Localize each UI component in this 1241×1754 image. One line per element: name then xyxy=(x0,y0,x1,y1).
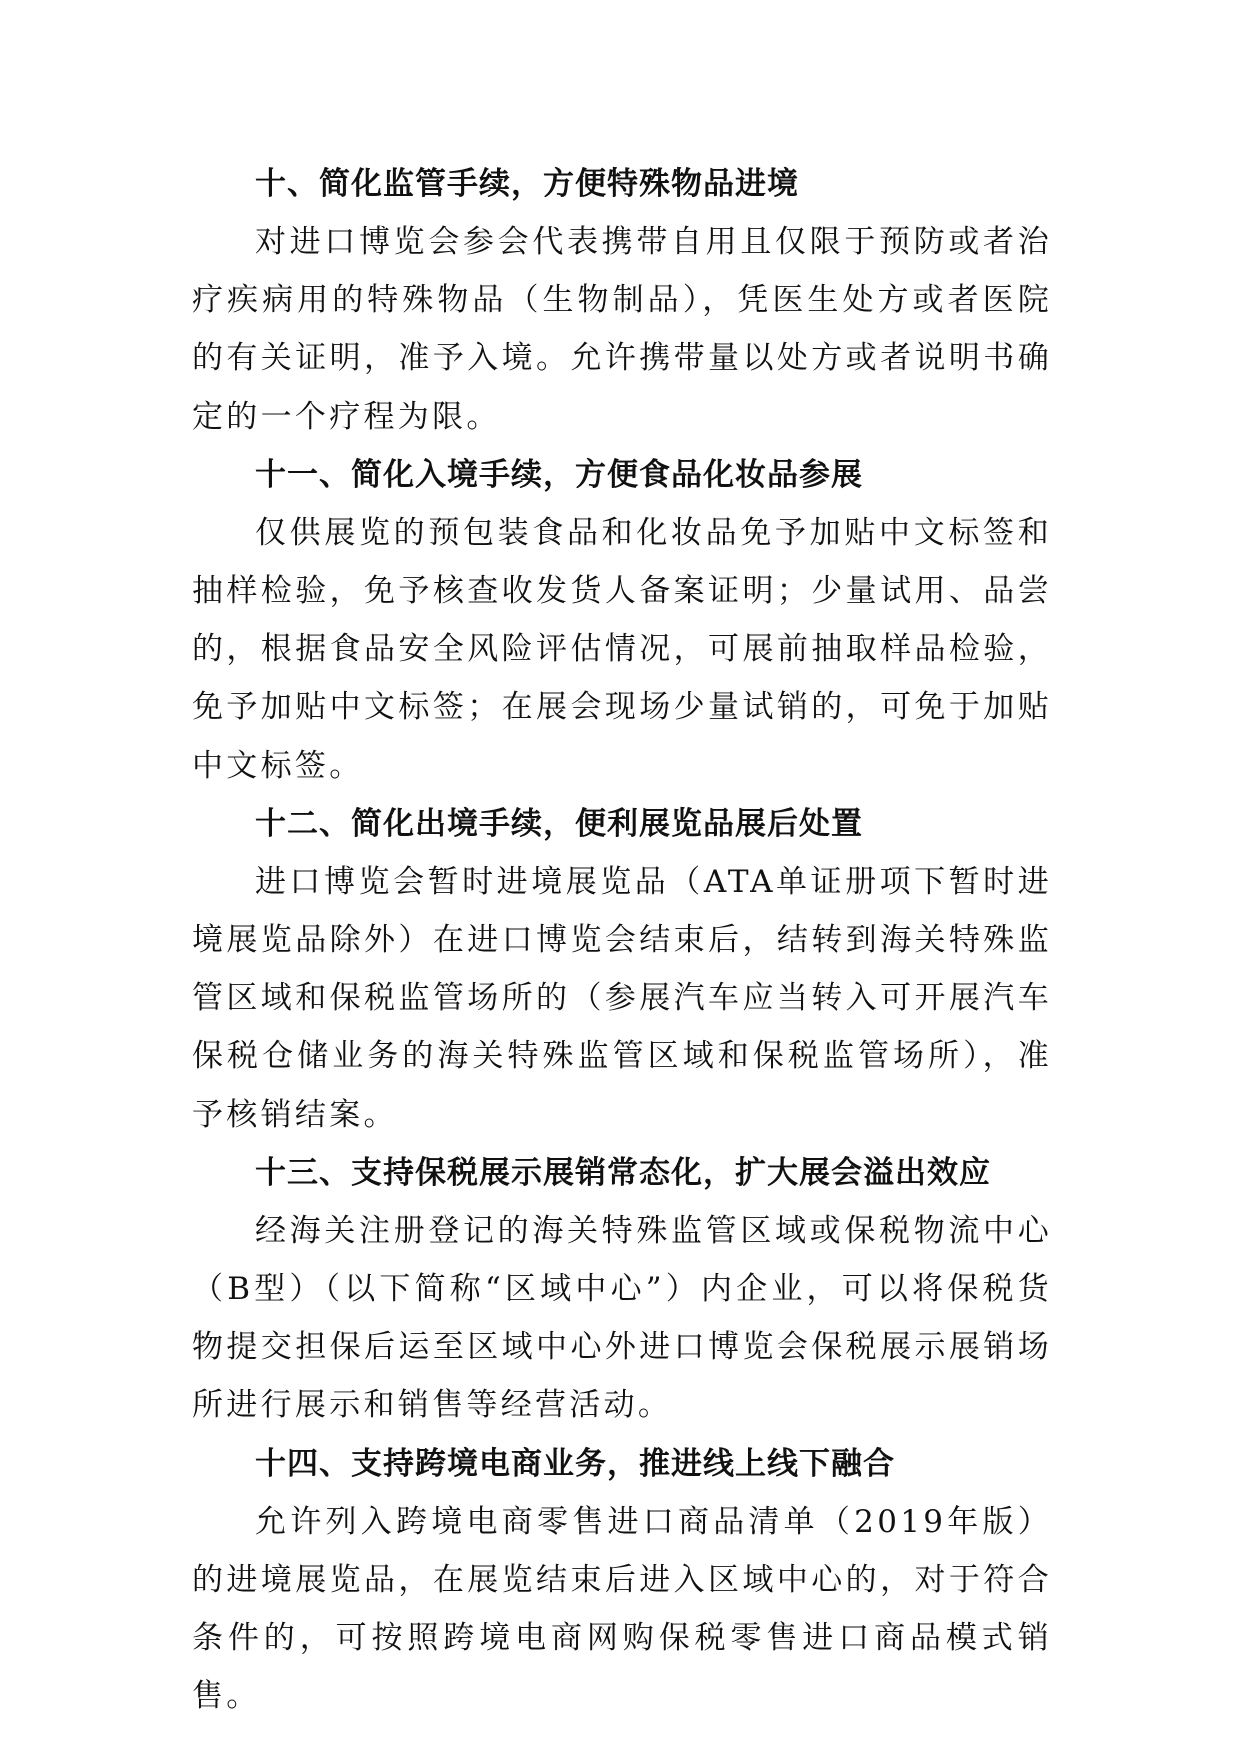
section-heading-14: 十四、支持跨境电商业务，推进线上线下融合 xyxy=(255,1445,895,1482)
section-body-13: 经海关注册登记的海关特殊监管区域或保税物流中心（B型）（以下简称“区域中心”）内企业，可以将保税货物提交担保后运至区域中心外进口博览会保税展示展销场所进行展示和销售等经营活动。 xyxy=(192,1212,1052,1424)
section-body-14: 允许列入跨境电商零售进口商品清单（2019年版）的进境展览品，在展览结束后进入区域中心的，对于符合条件的，可按照跨境电商网购保税零售进口商品模式销售。 xyxy=(192,1503,1052,1715)
document-content xyxy=(192,155,1052,1725)
section-heading-13: 十三、支持保税展示展销常态化，扩大展会溢出效应 xyxy=(255,1154,991,1191)
section-body-10: 对进口博览会参会代表携带自用且仅限于预防或者治疗疾病用的特殊物品（生物制品），凭医生处方或者医院的有关证明，准予入境。允许携带量以处方或者说明书确定的一个疗程为限。 xyxy=(192,224,1052,435)
section-body-11: 仅供展览的预包装食品和化妆品免予加贴中文标签和抽样检验，免予核查收发货人备案证明；少量试用、品尝的，根据食品安全风险评估情况，可展前抽取样品检验，免予加贴中文标签；在展会现场少量试销的，可免于加贴中文标签。 xyxy=(192,514,1052,784)
section-heading-11: 十一、简化入境手续，方便食品化妆品参展 xyxy=(255,456,863,493)
section-body-12: 进口博览会暂时进境展览品（ATA单证册项下暂时进境展览品除外）在进口博览会结束后，结转到海关特殊监管区域和保税监管场所的（参展汽车应当转入可开展汽车保税仓储业务的海关特殊监管区域和保税监管场所），准予核销结案。 xyxy=(192,863,1052,1133)
section-heading-10: 十、简化监管手续，方便特殊物品进境 xyxy=(255,166,799,202)
section-heading-12: 十二、简化出境手续，便利展览品展后处置 xyxy=(255,805,863,842)
